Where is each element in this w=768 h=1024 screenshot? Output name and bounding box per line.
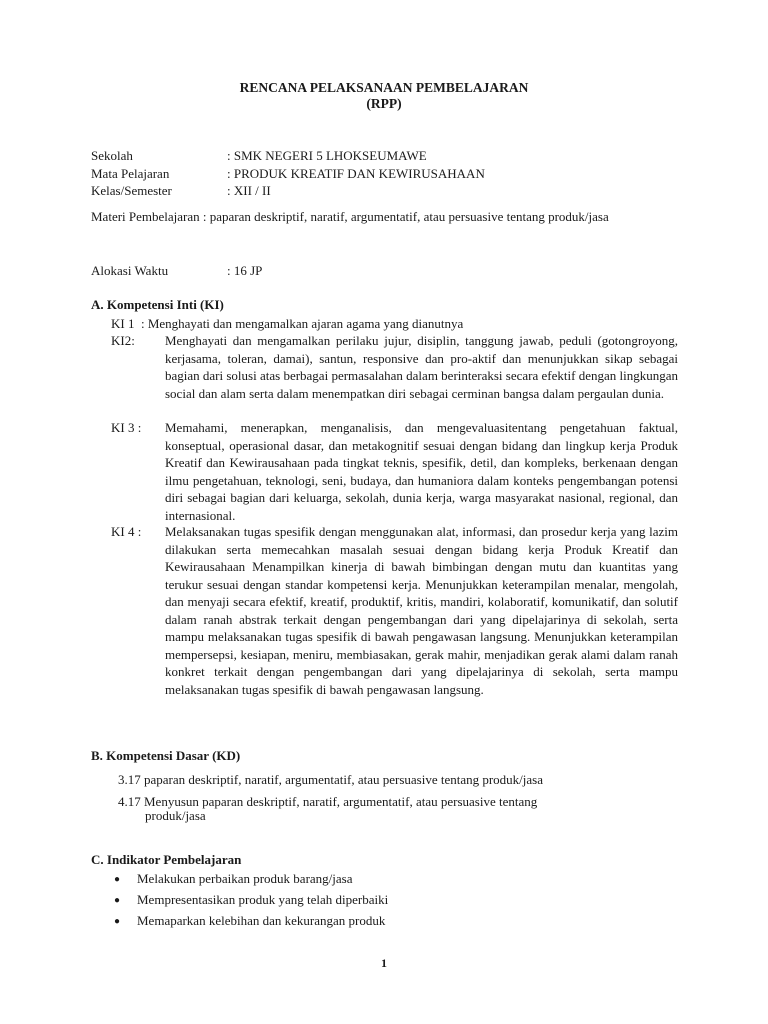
ki-4	[111, 523, 678, 698]
list-item-text: Melakukan perbaikan produk barang/jasa	[137, 871, 353, 886]
kd-4-17-continued: produk/jasa	[145, 808, 206, 823]
ki-text: : Menghayati dan mengamalkan ajaran agama yang dianutnya	[140, 316, 464, 331]
section-heading-ki: A. Kompetensi Inti (KI)	[91, 297, 224, 312]
list-item	[114, 871, 353, 887]
section-heading-kd: B. Kompetensi Dasar (KD)	[91, 748, 241, 763]
field-alokasi-waktu	[91, 263, 262, 279]
list-item-text: Memaparkan kelebihan dan kekurangan produk	[137, 913, 386, 928]
kd-3-17: 3.17 paparan deskriptif, naratif, argumentatif, atau persuasive tentang produk/jasa	[118, 772, 544, 787]
bullet-icon: ●	[114, 874, 121, 885]
field-materi-pembelajaran: Materi Pembelajaran : paparan deskriptif, naratif, argumentatif, atau persuasive tentang produk/jasa	[91, 209, 609, 224]
ki-1	[111, 315, 678, 333]
ki-label: KI 3 :	[111, 420, 142, 435]
ki-label: KI 1	[111, 316, 135, 331]
field-value: : XII / II	[227, 183, 271, 198]
bullet-icon: ●	[114, 916, 121, 927]
ki-label: KI2:	[111, 333, 135, 348]
document-subtitle: (RPP)	[366, 96, 402, 111]
field-mata-pelajaran	[91, 166, 485, 182]
ki-text: Melaksanakan tugas spesifik dengan menggunakan alat, informasi, dan prosedur kerja yang lazim dilakukan serta memecahkan masalah sesuai dengan bidang kerja Produk Kreatif dan Kewirausahaan Menampilkan kinerja di bawah bimbingan dengan mutu dan kuantitas yang terukur sesuai dengan standar kompetensi kerja. Menunjukkan keterampilan menalar, mengolah, dan menyaji secara efektif, kreatif, produktif, kritis, mandiri, kolaboratif, komunikatif, dan solutif dalam ranah abstrak terkait dengan pengembangan dari yang dipelajarinya di sekolah, serta mampu melaksanakan tugas spesifik di bawah pengawasan langsung. Menunjukkan keterampilan mempersepsi, kesiapan, meniru, membiasakan, gerak mahir, menjadikan gerak alami dalam ranah konkret terkait dengan pengembangan dari yang dipelajarinya di sekolah, serta mampu melaksanakan tugas spesifik di bawah pengawasan langsung.	[165, 524, 678, 697]
field-value: : SMK NEGERI 5 LHOKSEUMAWE	[227, 148, 427, 163]
list-item	[114, 892, 388, 908]
ki-label: KI 4 :	[111, 524, 142, 539]
page-number: 1	[381, 956, 387, 970]
field-label: Mata Pelajaran	[91, 166, 170, 181]
bullet-icon: ●	[114, 895, 121, 906]
field-label: Kelas/Semester	[91, 183, 172, 198]
list-item-text: Mempresentasikan produk yang telah diperbaiki	[137, 892, 389, 907]
ki-text: Menghayati dan mengamalkan perilaku jujur, disiplin, tanggung jawab, peduli (gotongroyong, kerjasama, toleran, damai), santun, responsive dan pro-aktif dan menunjukkan sikap sebagai bagian dari solusi atas berbagai permasalahan dalam berinteraksi secara efektif dengan lingkungan social dan alam serta dalam menempatkan diri sebagai cerminan bangsa dalam pergaulan dunia.	[165, 333, 678, 401]
kd-4-17: 4.17 Menyusun paparan deskriptif, naratif, argumentatif, atau persuasive tentang	[118, 794, 538, 809]
field-value: : 16 JP	[227, 263, 263, 278]
section-heading-indikator: C. Indikator Pembelajaran	[91, 852, 242, 867]
ki-3	[111, 419, 678, 524]
ki-2	[111, 332, 678, 402]
document-title: RENCANA PELAKSANAAN PEMBELAJARAN	[239, 80, 529, 95]
ki-text: Memahami, menerapkan, menganalisis, dan mengevaluasitentang pengetahuan faktual, konseptual, operasional dasar, dan metakognitif sesuai dengan bidang dan lingkup kerja Produk Kreatif dan Kewirausahaan pada tingkat teknis, spesifik, detil, dan kompleks, berkenaan dengan ilmu pengetahuan, teknologi, seni, budaya, dan humaniora dalam konteks pengembangan potensi diri sebagai bagian dari keluarga, sekolah, dunia kerja, warga masyarakat nasional, regional, dan internasional.	[165, 420, 678, 523]
field-label: Sekolah	[91, 148, 133, 163]
field-value: : PRODUK KREATIF DAN KEWIRUSAHAAN	[227, 166, 485, 181]
list-item	[114, 913, 385, 929]
field-sekolah	[91, 148, 427, 164]
field-label: Alokasi Waktu	[91, 263, 169, 278]
field-kelas-semester	[91, 183, 271, 199]
